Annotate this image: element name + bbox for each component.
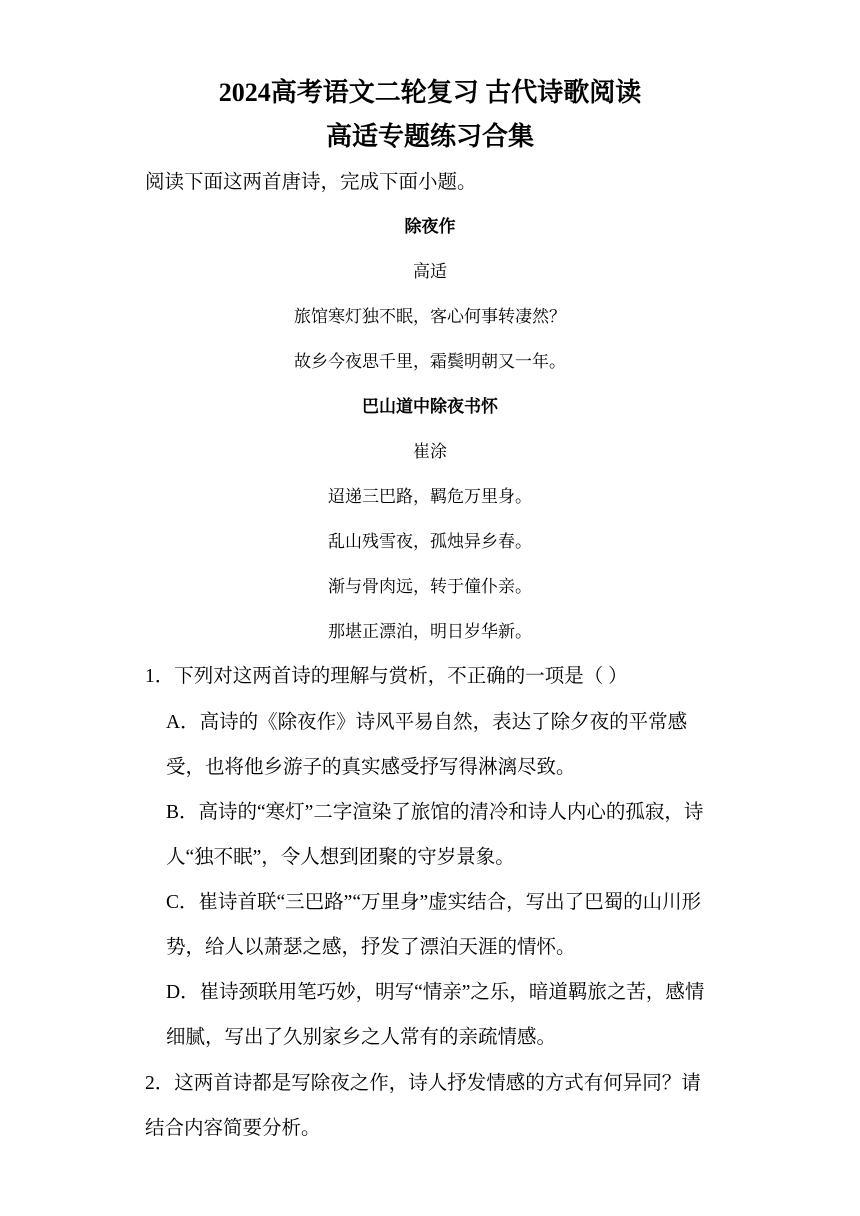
option-d-line2: 细腻，写出了久别家乡之人常有的亲疏情感。: [166, 1027, 557, 1048]
poem1-title: 除夜作: [404, 217, 456, 237]
poem2-title: 巴山道中除夜书怀: [362, 397, 498, 417]
option-b-line2: 人“独不眠”，令人想到团聚的守岁景象。: [166, 847, 515, 868]
poem2-line: 渐与骨肉远，转于僮仆亲。: [328, 577, 532, 597]
question-2-stem-line1: 2．这两首诗都是写除夜之作，诗人抒发情感的方式有何异同？请: [145, 1073, 701, 1094]
poem1-line: 旅馆寒灯独不眠，客心何事转凄然？: [294, 307, 566, 327]
option-d-line1: D．崔诗颈联用笔巧妙，明写“情亲”之乐，暗道羁旅之苦，感情: [166, 982, 705, 1003]
question-2-stem-line2: 结合内容简要分析。: [145, 1118, 321, 1139]
poem2-line: 那堪正漂泊，明日岁华新。: [328, 622, 532, 642]
doc-title-line2: 高适专题练习合集: [325, 122, 534, 151]
poem2-author: 崔涂: [413, 442, 447, 462]
question-1-stem: 1．下列对这两首诗的理解与赏析，不正确的一项是（ ）: [145, 666, 628, 687]
option-a-line1: A．高诗的《除夜作》诗风平易自然，表达了除夕夜的平常感: [166, 712, 688, 733]
option-c-line1: C．崔诗首联“三巴路”“万里身”虚实结合，写出了巴蜀的山川形: [166, 892, 702, 913]
option-b-line1: B．高诗的“寒灯”二字渲染了旅馆的清冷和诗人内心的孤寂，诗: [166, 802, 704, 823]
intro-text: 阅读下面这两首唐诗，完成下面小题。: [145, 172, 477, 193]
option-a-line2: 受，也将他乡游子的真实感受抒写得淋漓尽致。: [166, 757, 576, 778]
poem2-line: 乱山残雪夜，孤烛异乡春。: [328, 532, 532, 552]
poem2-line: 迢递三巴路，羁危万里身。: [328, 487, 532, 507]
option-c-line2: 势，给人以萧瑟之感，抒发了漂泊天涯的情怀。: [166, 937, 576, 958]
doc-title-line1: 2024高考语文二轮复习 古代诗歌阅读: [218, 78, 642, 107]
poem1-line: 故乡今夜思千里，霜鬓明朝又一年。: [294, 352, 566, 372]
poem1-author: 高适: [413, 262, 447, 282]
